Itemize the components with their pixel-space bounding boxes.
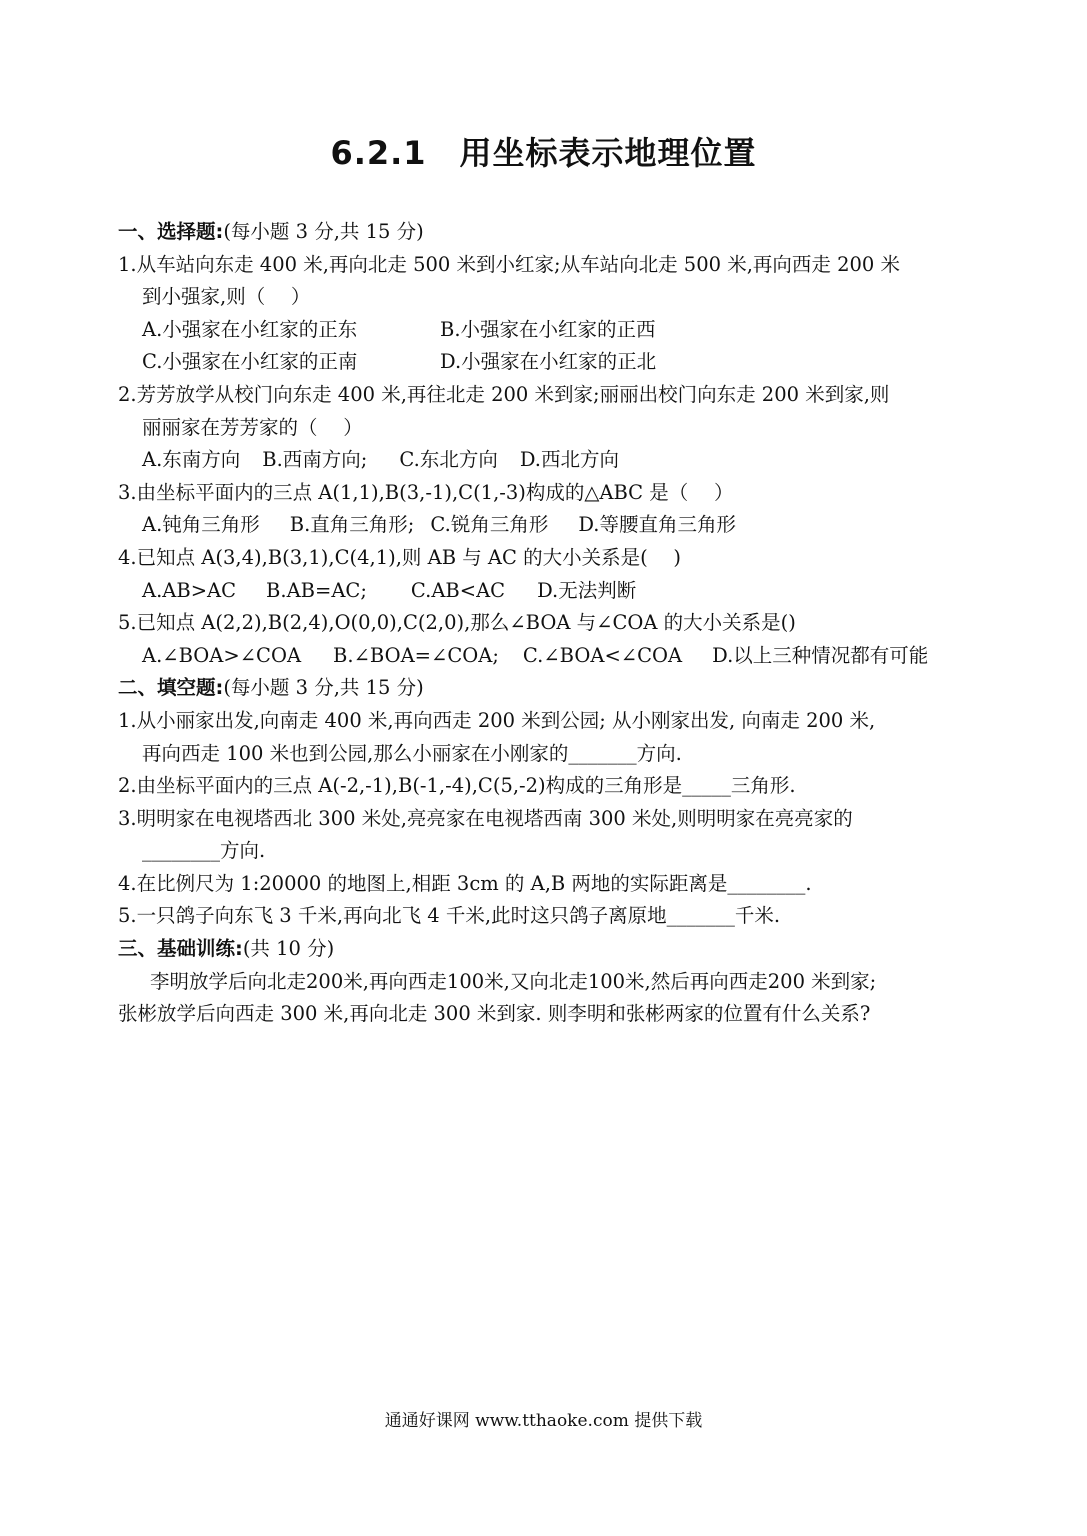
question-line: ________方向. (142, 839, 266, 863)
section-heading-fill (118, 672, 978, 705)
question-line: 丽丽家在芳芳家的（ ） (142, 415, 363, 439)
option-a: A.∠BOA>∠COA (142, 643, 302, 667)
option-d: D.等腰直角三角形 (578, 513, 736, 537)
option-d: D.西北方向 (519, 448, 619, 472)
option-row (118, 314, 978, 347)
question-line: 2.芳芳放学从校门向东走 400 米,再往北走 200 米到家;丽丽出校门向东走 200 米到家,则 (118, 382, 890, 406)
question-line: 5.一只鸽子向东飞 3 千米,再向北飞 4 千米,此时这只鸽子离原地_______千米. (118, 904, 781, 928)
question-line: 再向西走 100 米也到公园,那么小丽家在小刚家的_______方向. (142, 741, 682, 765)
question-line: 4.在比例尺为 1:20000 的地图上,相距 3cm 的 A,B 两地的实际距离是________. (118, 871, 812, 895)
question-line: 1.从小丽家出发,向南走 400 米,再向西走 200 米到公园; 从小刚家出发, 向南走 200 米, (118, 708, 876, 732)
option-row (118, 640, 978, 673)
section-score-note: (每小题 3 分,共 15 分) (223, 220, 424, 243)
option-b: B.AB=AC; (266, 578, 367, 602)
option-b: B.∠BOA=∠COA; (333, 643, 499, 667)
option-row (118, 444, 978, 477)
option-a: A.钝角三角形 (142, 513, 260, 537)
question-line: 3.明明家在电视塔西北 300 米处,亮亮家在电视塔西南 300 米处,则明明家在亮亮家的 (118, 806, 853, 830)
page-footer: 通通好课网 www.tthaoke.com 提供下载 (384, 1411, 703, 1431)
option-c: C.AB<AC (410, 578, 506, 602)
section-title: 二、填空题: (118, 676, 224, 700)
section-title: 三、基础训练: (118, 937, 243, 961)
section-score-note: (每小题 3 分,共 15 分) (223, 676, 424, 700)
option-c: C.小强家在小红家的正南 (142, 350, 358, 374)
option-b: B.西南方向; (262, 448, 368, 472)
option-c: C.东北方向 (399, 448, 498, 472)
option-a: A.AB>AC (142, 578, 237, 602)
paragraph-line: 张彬放学后向西走 300 米,再向北走 300 米到家. 则李明和张彬两家的位置有什么关系? (118, 1002, 871, 1026)
option-c: C.∠BOA<∠COA (522, 643, 683, 667)
option-a: A.东南方向 (142, 448, 241, 472)
question-line: 1.从车站向东走 400 米,再向北走 500 米到小红家;从车站向北走 500 米,再向西走 200 米 (118, 252, 901, 276)
option-c: C.锐角三角形 (430, 513, 549, 537)
section-title: 一、选择题: (118, 220, 224, 243)
section-score-note: (共 10 分) (242, 937, 335, 961)
question-line: 到小强家,则（ ） (142, 285, 311, 309)
question-line: 3.由坐标平面内的三点 A(1,1),B(3,-1),C(1,-3)构成的△ABC 是（ ） (118, 480, 734, 504)
option-b: B.直角三角形; (289, 513, 415, 537)
paragraph-line: 李明放学后向北走200米,再向西走100米,又向北走100米,然后再向西走200 米到家; (150, 969, 877, 993)
option-a: A.小强家在小红家的正东 (142, 317, 358, 341)
option-b: B.小强家在小红家的正西 (440, 317, 656, 341)
page-title: 6.2.1 用坐标表示地理位置 (330, 134, 757, 172)
option-d: D.以上三种情况都有可能 (712, 643, 929, 667)
section-heading-practice (118, 933, 978, 966)
option-row (118, 346, 978, 379)
option-row (118, 509, 978, 542)
question-line: 2.由坐标平面内的三点 A(-2,-1),B(-1,-4),C(5,-2)构成的三角形是_____三角形. (118, 774, 796, 798)
worksheet-body (118, 216, 978, 1031)
question-line: 4.已知点 A(3,4),B(3,1),C(4,1),则 AB 与 AC 的大小关系是( ) (118, 545, 682, 569)
option-d: D.无法判断 (537, 578, 637, 602)
section-heading-choice (118, 216, 978, 249)
question-line: 5.已知点 A(2,2),B(2,4),O(0,0),C(2,0),那么∠BOA 与∠COA 的大小关系是() (118, 611, 796, 635)
option-row (118, 575, 978, 608)
option-d: D.小强家在小红家的正北 (440, 350, 657, 374)
